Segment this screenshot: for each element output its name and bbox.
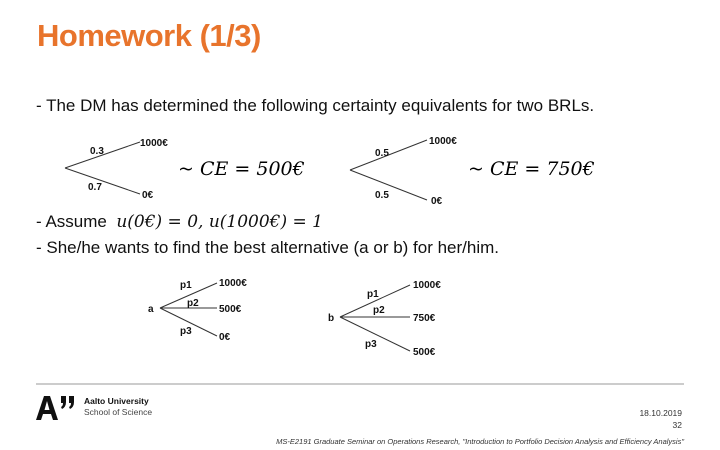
alternative-a-label: a	[148, 304, 154, 315]
alternative-a-outcome-1: 1000€	[219, 278, 247, 289]
brl-2-bottom-prob: 0.5	[375, 190, 389, 201]
course-footer: MS-E2191 Graduate Seminar on Operations Research, "Introduction to Portfolio Decision Analysis and Efficiency Analysis"	[276, 437, 684, 446]
alternative-a-p1: p1	[180, 280, 192, 291]
slide-title: Homework (1/3)	[37, 18, 261, 53]
brl-2-bottom-outcome: 0€	[431, 196, 443, 207]
brl-1-top-outcome: 1000€	[140, 138, 168, 149]
brl-2-top-prob: 0.5	[375, 148, 389, 159]
alternative-a-p2: p2	[187, 298, 199, 309]
brl-1-bottom-outcome: 0€	[142, 190, 154, 201]
footer-divider	[36, 383, 684, 385]
alternative-b-outcome-3: 500€	[413, 347, 436, 358]
alternative-b-tree	[325, 275, 455, 360]
bullet-best-alternative: - She/he wants to find the best alternative (a or b) for her/him.	[36, 238, 500, 257]
slide-date: 18.10.2019	[639, 408, 682, 418]
alternative-b-outcome-1: 1000€	[413, 280, 441, 291]
alternative-a-tree	[145, 270, 275, 345]
alternative-b-p2: p2	[373, 305, 385, 316]
bullet-assume: - Assume u(0€) = 0, u(1000€) = 1	[36, 212, 323, 232]
aalto-logo-icon	[36, 395, 78, 421]
alternative-b-p1: p1	[367, 289, 379, 300]
alternative-b-outcome-2: 750€	[413, 313, 436, 324]
utility-assumption: u(0€) = 0, u(1000€) = 1	[116, 212, 323, 232]
brl-1-bottom-prob: 0.7	[88, 182, 102, 193]
brl-1-tree	[60, 132, 180, 202]
bullet-certainty-equivalents: - The DM has determined the following certainty equivalents for two BRLs.	[36, 96, 595, 115]
brl-1-top-prob: 0.3	[90, 146, 104, 157]
alternative-a-outcome-2: 500€	[219, 304, 242, 315]
brl-2-top-outcome: 1000€	[429, 136, 457, 147]
university-name: Aalto University School of Science	[84, 396, 153, 417]
alternative-a-outcome-3: 0€	[219, 332, 231, 343]
alternative-b-label: b	[328, 313, 335, 324]
slide-number: 32	[672, 420, 682, 430]
brl-2-tree	[345, 132, 465, 207]
alternative-a-p3: p3	[180, 326, 192, 337]
brl-2-ce: ~ CE = 750€	[468, 158, 595, 180]
brl-1-ce: ~ CE = 500€	[178, 158, 305, 180]
alternative-b-p3: p3	[365, 339, 377, 350]
